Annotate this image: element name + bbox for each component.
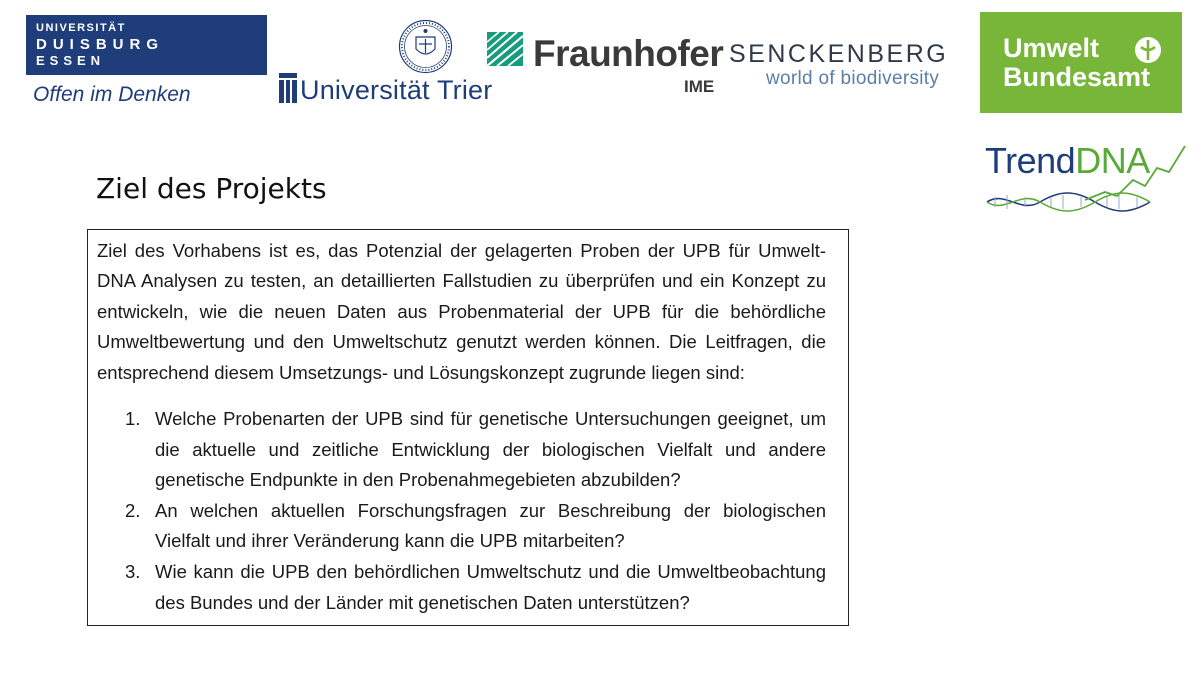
question-item xyxy=(97,404,826,496)
fraunhofer-mark-icon xyxy=(487,32,523,66)
uba-logo-line2: Bundesamt xyxy=(1003,62,1151,92)
ude-logo-line2: DUISBURG xyxy=(36,36,165,53)
question-item xyxy=(97,557,826,618)
question-text: Welche Probenarten der UPB sind für genetische Untersuchungen geeignet, um die aktuelle und zeitliche Entwicklung der biologischen Vielfalt und andere genetische Endpunkte in den Probenahmegebieten abzubilden? xyxy=(155,408,826,491)
trier-seal-icon xyxy=(398,19,453,74)
ude-tagline: Offen im Denken xyxy=(33,83,191,106)
trier-logo-text: Universität Trier xyxy=(300,75,493,105)
ude-logo-line3: ESSEN xyxy=(36,53,106,68)
fraunhofer-ime-label: IME xyxy=(684,77,715,96)
question-number: 2. xyxy=(125,499,141,521)
question-text: Wie kann die UPB den behördlichen Umweltschutz und die Umweltbeobachtung des Bundes und der Länder mit genetischen Daten unterstützen? xyxy=(155,560,826,613)
intro-paragraph: Ziel des Vorhabens ist es, das Potenzial der gelagerten Proben der UPB für Umwelt-DNA Analysen zu testen, an detaillierten Fallstudien zu überprüfen und ein Konzept zu entwickeln, wie die neuen Daten aus Probenmaterial der UPB für die behördliche Umweltbewertung und den Umweltschutz genutzt werden können. Die Leitfragen, die entsprechend diesem Umsetzungs- und Lösungskonzept zugrunde liegen sind: xyxy=(97,240,826,383)
question-list xyxy=(97,404,826,618)
uba-emblem-icon xyxy=(1133,35,1163,65)
content-box xyxy=(87,229,849,626)
question-text: An welchen aktuellen Forschungsfragen zur Beschreibung der biologischen Vielfalt und ihrer Veränderung kann die UPB mitarbeiten? xyxy=(155,499,826,552)
senckenberg-logo-text: SENCKENBERG xyxy=(729,40,949,68)
ude-logo xyxy=(26,15,267,75)
fraunhofer-logo-text: Fraunhofer xyxy=(533,33,724,74)
question-number: 3. xyxy=(125,560,141,582)
ude-logo-line1: UNIVERSITÄT xyxy=(36,22,126,34)
uba-logo xyxy=(980,12,1182,113)
trier-mark-icon xyxy=(279,73,297,103)
uba-logo-line1: Umwelt xyxy=(1003,33,1100,63)
trenddna-logo-text xyxy=(985,140,1150,182)
question-number: 1. xyxy=(125,408,141,429)
senckenberg-tagline: world of biodiversity xyxy=(766,68,940,89)
slide-title: Ziel des Projekts xyxy=(96,172,327,205)
question-item xyxy=(97,496,826,557)
trenddna-part2: DNA xyxy=(1075,140,1150,181)
trenddna-part1: Trend xyxy=(985,140,1076,181)
